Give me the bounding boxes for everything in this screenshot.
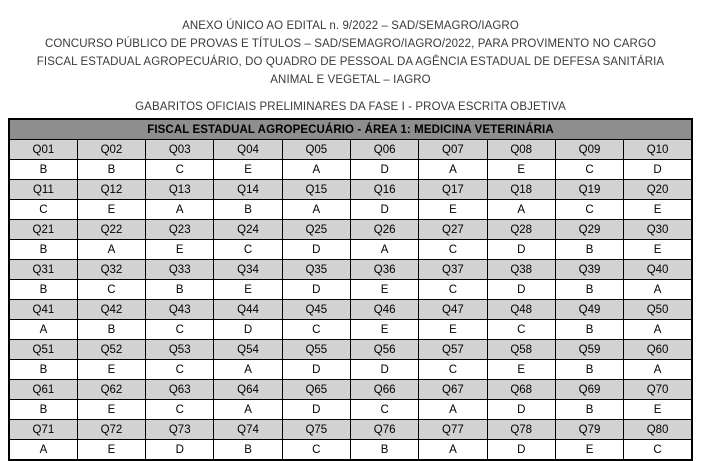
- answer-cell: A: [624, 280, 692, 300]
- question-cell: Q10: [624, 140, 692, 160]
- question-cell: Q59: [555, 340, 623, 360]
- answer-cell: B: [555, 360, 623, 380]
- answer-cell: D: [282, 400, 350, 420]
- answer-cell: C: [555, 200, 623, 220]
- table-title: FISCAL ESTADUAL AGROPECUÁRIO - ÁREA 1: MEDICINA VETERINÁRIA: [9, 119, 692, 140]
- question-cell: Q69: [555, 380, 623, 400]
- question-cell: Q76: [350, 420, 418, 440]
- question-cell: Q31: [9, 260, 77, 280]
- answer-cell: C: [282, 440, 350, 461]
- question-cell: Q13: [146, 180, 214, 200]
- answer-cell: C: [419, 240, 487, 260]
- question-cell: Q42: [77, 300, 145, 320]
- question-cell: Q14: [214, 180, 282, 200]
- answer-cell: D: [487, 400, 555, 420]
- question-cell: Q66: [350, 380, 418, 400]
- question-cell: Q11: [9, 180, 77, 200]
- question-cell: Q56: [350, 340, 418, 360]
- answer-cell: B: [555, 400, 623, 420]
- answer-cell: D: [350, 200, 418, 220]
- question-cell: Q30: [624, 220, 692, 240]
- answer-cell: B: [9, 360, 77, 380]
- answer-cell: E: [77, 200, 145, 220]
- question-cell: Q20: [624, 180, 692, 200]
- answer-cell: A: [282, 160, 350, 180]
- question-cell: Q45: [282, 300, 350, 320]
- answer-cell: C: [146, 400, 214, 420]
- answer-cell: C: [350, 400, 418, 420]
- answer-cell: C: [146, 320, 214, 340]
- question-cell: Q55: [282, 340, 350, 360]
- question-cell: Q09: [555, 140, 623, 160]
- answer-row: [9, 160, 692, 180]
- question-cell: Q02: [77, 140, 145, 160]
- answer-cell: D: [487, 280, 555, 300]
- question-cell: Q47: [419, 300, 487, 320]
- answer-cell: B: [77, 160, 145, 180]
- question-cell: Q64: [214, 380, 282, 400]
- answer-row: [9, 200, 692, 220]
- question-cell: Q32: [77, 260, 145, 280]
- answer-cell: A: [9, 320, 77, 340]
- answer-cell: E: [624, 200, 692, 220]
- answer-cell: C: [214, 240, 282, 260]
- question-cell: Q36: [350, 260, 418, 280]
- question-cell: Q49: [555, 300, 623, 320]
- answer-cell: C: [282, 320, 350, 340]
- question-cell: Q01: [9, 140, 77, 160]
- answer-cell: C: [419, 360, 487, 380]
- answer-cell: D: [214, 320, 282, 340]
- question-cell: Q39: [555, 260, 623, 280]
- header-line-1: ANEXO ÚNICO AO EDITAL n. 9/2022 – SAD/SEMAGRO/IAGRO: [182, 20, 519, 32]
- answer-cell: B: [555, 280, 623, 300]
- answer-cell: B: [350, 440, 418, 461]
- answer-cell: D: [624, 160, 692, 180]
- answer-cell: B: [555, 240, 623, 260]
- question-cell: Q34: [214, 260, 282, 280]
- question-cell: Q28: [487, 220, 555, 240]
- answer-cell: E: [487, 360, 555, 380]
- answer-cell: D: [350, 360, 418, 380]
- question-cell: Q72: [77, 420, 145, 440]
- question-cell: Q26: [350, 220, 418, 240]
- answer-cell: C: [9, 200, 77, 220]
- question-cell: Q73: [146, 420, 214, 440]
- question-cell: Q15: [282, 180, 350, 200]
- question-cell: Q71: [9, 420, 77, 440]
- answer-cell: C: [487, 320, 555, 340]
- answer-cell: A: [419, 160, 487, 180]
- answer-cell: D: [282, 240, 350, 260]
- question-cell: Q46: [350, 300, 418, 320]
- question-cell: Q75: [282, 420, 350, 440]
- answer-cell: D: [282, 280, 350, 300]
- header-line-4: ANIMAL E VEGETAL – IAGRO: [270, 74, 431, 86]
- question-row: [9, 140, 692, 160]
- header-line-3: FISCAL ESTADUAL AGROPECUÁRIO, DO QUADRO DE PESSOAL DA AGÊNCIA ESTADUAL DE DEFESA SANITÁRIA: [36, 56, 665, 68]
- answer-cell: B: [9, 400, 77, 420]
- question-row: [9, 300, 692, 320]
- answer-cell: B: [214, 440, 282, 461]
- answer-cell: A: [146, 200, 214, 220]
- question-row: [9, 220, 692, 240]
- answer-cell: E: [77, 440, 145, 461]
- answer-cell: B: [77, 320, 145, 340]
- answer-cell: C: [146, 360, 214, 380]
- answer-cell: E: [77, 360, 145, 380]
- question-cell: Q43: [146, 300, 214, 320]
- answer-cell: A: [77, 240, 145, 260]
- question-cell: Q16: [350, 180, 418, 200]
- answer-key-table: [8, 118, 693, 461]
- answer-cell: E: [350, 280, 418, 300]
- question-cell: Q54: [214, 340, 282, 360]
- question-cell: Q53: [146, 340, 214, 360]
- question-cell: Q22: [77, 220, 145, 240]
- answer-row: [9, 240, 692, 260]
- answer-cell: A: [419, 400, 487, 420]
- answer-cell: D: [350, 160, 418, 180]
- answer-cell: E: [624, 400, 692, 420]
- answer-cell: A: [350, 240, 418, 260]
- question-cell: Q12: [77, 180, 145, 200]
- answer-row: [9, 440, 692, 461]
- question-cell: Q51: [9, 340, 77, 360]
- question-cell: Q58: [487, 340, 555, 360]
- question-cell: Q61: [9, 380, 77, 400]
- question-cell: Q41: [9, 300, 77, 320]
- question-cell: Q35: [282, 260, 350, 280]
- question-cell: Q48: [487, 300, 555, 320]
- answer-cell: E: [146, 240, 214, 260]
- question-cell: Q77: [419, 420, 487, 440]
- question-row: [9, 380, 692, 400]
- question-cell: Q21: [9, 220, 77, 240]
- question-cell: Q04: [214, 140, 282, 160]
- answer-cell: E: [419, 320, 487, 340]
- answer-row: [9, 320, 692, 340]
- table-title-row: [9, 119, 692, 140]
- answer-cell: A: [487, 200, 555, 220]
- question-cell: Q29: [555, 220, 623, 240]
- answer-cell: A: [419, 440, 487, 461]
- question-cell: Q70: [624, 380, 692, 400]
- answer-row: [9, 400, 692, 420]
- question-cell: Q24: [214, 220, 282, 240]
- answer-cell: C: [146, 160, 214, 180]
- answer-cell: E: [77, 400, 145, 420]
- answer-cell: A: [624, 360, 692, 380]
- question-cell: Q03: [146, 140, 214, 160]
- answer-cell: A: [624, 320, 692, 340]
- question-cell: Q18: [487, 180, 555, 200]
- question-cell: Q23: [146, 220, 214, 240]
- answer-cell: A: [214, 360, 282, 380]
- question-row: [9, 260, 692, 280]
- question-cell: Q33: [146, 260, 214, 280]
- answer-cell: C: [77, 280, 145, 300]
- answer-cell: B: [214, 200, 282, 220]
- question-cell: Q67: [419, 380, 487, 400]
- answer-cell: B: [9, 160, 77, 180]
- question-cell: Q27: [419, 220, 487, 240]
- answer-cell: D: [282, 360, 350, 380]
- answer-cell: D: [487, 440, 555, 461]
- question-cell: Q17: [419, 180, 487, 200]
- answer-cell: E: [555, 440, 623, 461]
- question-cell: Q78: [487, 420, 555, 440]
- question-cell: Q37: [419, 260, 487, 280]
- answer-cell: A: [9, 440, 77, 461]
- question-cell: Q38: [487, 260, 555, 280]
- answer-cell: D: [487, 240, 555, 260]
- question-cell: Q06: [350, 140, 418, 160]
- question-cell: Q52: [77, 340, 145, 360]
- answer-cell: B: [146, 280, 214, 300]
- question-cell: Q44: [214, 300, 282, 320]
- answer-cell: D: [146, 440, 214, 461]
- answer-cell: A: [214, 400, 282, 420]
- question-cell: Q65: [282, 380, 350, 400]
- answer-key-table-body: [9, 140, 692, 461]
- document-header: [0, 0, 701, 89]
- answer-cell: A: [282, 200, 350, 220]
- answer-cell: C: [419, 280, 487, 300]
- answer-cell: E: [214, 280, 282, 300]
- question-cell: Q63: [146, 380, 214, 400]
- question-cell: Q19: [555, 180, 623, 200]
- question-cell: Q62: [77, 380, 145, 400]
- question-cell: Q50: [624, 300, 692, 320]
- header-line-2: CONCURSO PÚBLICO DE PROVAS E TÍTULOS – SAD/SEMAGRO/IAGRO/2022, PARA PROVIMENTO NO CARGO: [44, 38, 657, 50]
- answer-row: [9, 360, 692, 380]
- answer-cell: E: [487, 160, 555, 180]
- question-cell: Q07: [419, 140, 487, 160]
- question-row: [9, 180, 692, 200]
- question-cell: Q60: [624, 340, 692, 360]
- answer-cell: E: [419, 200, 487, 220]
- question-cell: Q68: [487, 380, 555, 400]
- answer-cell: E: [214, 160, 282, 180]
- question-cell: Q74: [214, 420, 282, 440]
- answer-cell: C: [624, 440, 692, 461]
- answer-cell: B: [9, 280, 77, 300]
- question-row: [9, 420, 692, 440]
- answer-cell: B: [9, 240, 77, 260]
- question-cell: Q80: [624, 420, 692, 440]
- answer-cell: B: [555, 320, 623, 340]
- question-cell: Q05: [282, 140, 350, 160]
- answer-cell: C: [555, 160, 623, 180]
- question-cell: Q40: [624, 260, 692, 280]
- question-row: [9, 340, 692, 360]
- answer-cell: E: [624, 240, 692, 260]
- document-subtitle: GABARITOS OFICIAIS PRELIMINARES DA FASE I - PROVA ESCRITA OBJETIVA: [135, 101, 566, 113]
- question-cell: Q57: [419, 340, 487, 360]
- question-cell: Q79: [555, 420, 623, 440]
- question-cell: Q25: [282, 220, 350, 240]
- answer-row: [9, 280, 692, 300]
- answer-cell: E: [350, 320, 418, 340]
- question-cell: Q08: [487, 140, 555, 160]
